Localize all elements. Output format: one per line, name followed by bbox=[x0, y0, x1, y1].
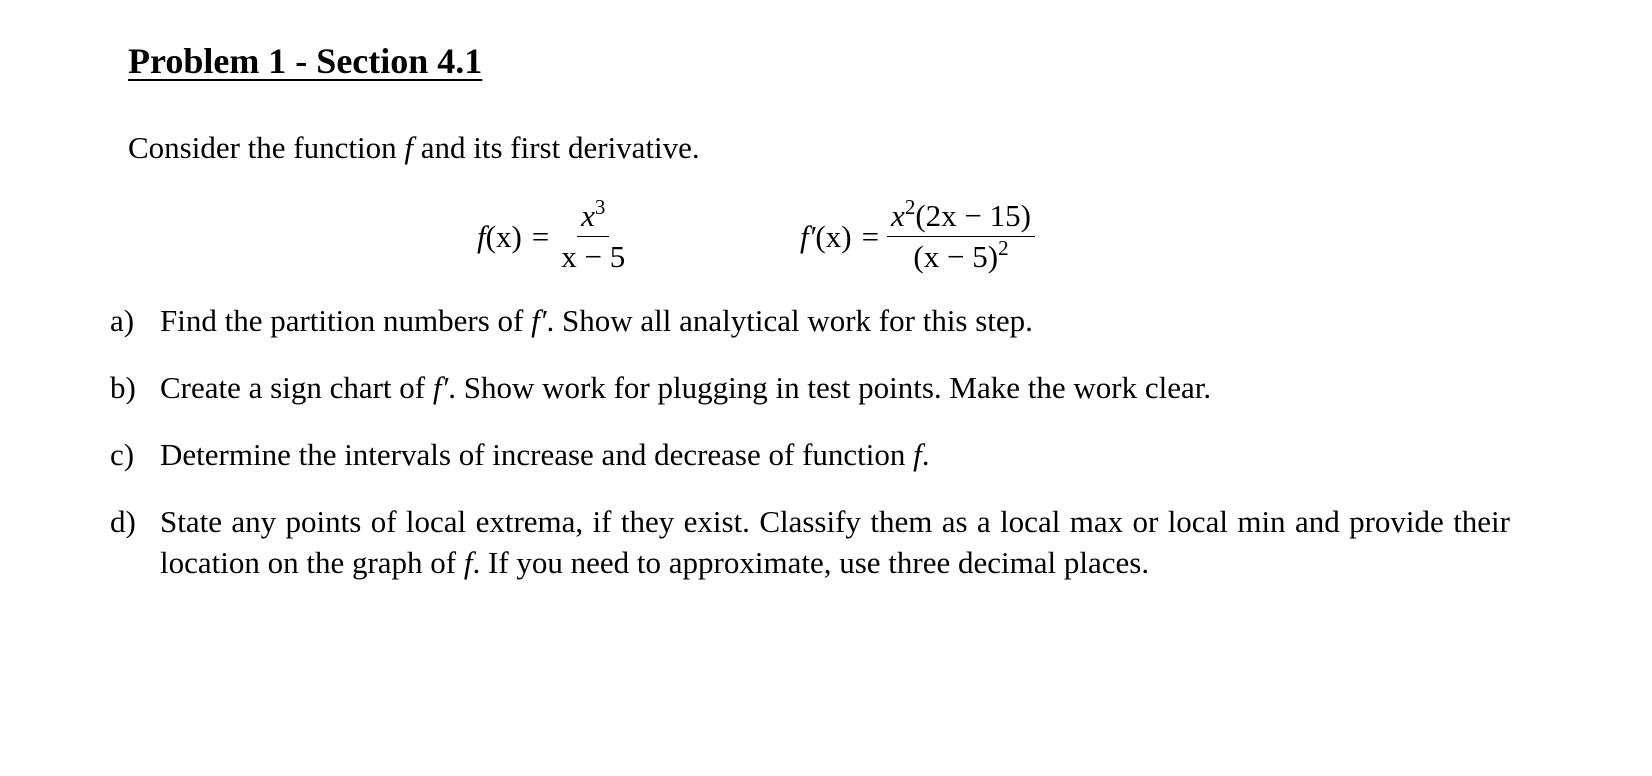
part-text-before: Create a sign chart of bbox=[160, 370, 433, 405]
numerator-base: x bbox=[581, 198, 595, 233]
part-label: d) bbox=[110, 504, 136, 539]
problem-title: Problem 1 - Section 4.1 bbox=[128, 41, 483, 81]
derivative-denominator bbox=[909, 237, 1012, 275]
part-text-before: Find the partition numbers of bbox=[160, 303, 532, 338]
part-label: a) bbox=[110, 303, 135, 338]
function-equation bbox=[477, 195, 629, 275]
problem-parts-list bbox=[110, 300, 1510, 609]
part-text bbox=[160, 367, 1510, 408]
function-fraction bbox=[557, 195, 629, 275]
part-text-after: . Show work for plugging in test points. Make the work clear. bbox=[448, 370, 1212, 405]
function-denominator: x − 5 bbox=[561, 239, 626, 274]
numerator-exponent: 3 bbox=[594, 195, 606, 219]
derivative-argument: (x) bbox=[815, 218, 852, 254]
numerator-factor: (2x − 15) bbox=[915, 198, 1031, 233]
derivative-lhs bbox=[800, 219, 852, 255]
numerator-exponent: 2 bbox=[904, 195, 916, 219]
equals-sign: = bbox=[531, 218, 550, 254]
part-label: c) bbox=[110, 437, 135, 472]
part-math-symbol: f bbox=[913, 437, 922, 472]
list-item bbox=[110, 434, 1510, 475]
part-text-after: . If you need to approximate, use three decimal places. bbox=[472, 545, 1150, 580]
denominator-base: (x − 5) bbox=[913, 239, 999, 274]
list-item bbox=[110, 300, 1510, 341]
function-name: f bbox=[477, 218, 486, 254]
equals-sign: = bbox=[861, 218, 880, 254]
part-text bbox=[160, 300, 1510, 341]
denominator-exponent: 2 bbox=[998, 236, 1009, 260]
intro-sentence bbox=[128, 130, 700, 166]
intro-function-symbol: f bbox=[404, 130, 413, 165]
list-item bbox=[110, 367, 1510, 408]
derivative-name: f′ bbox=[800, 218, 816, 254]
function-numerator bbox=[577, 195, 609, 237]
part-text bbox=[160, 434, 1510, 475]
numerator-base: x bbox=[891, 198, 905, 233]
derivative-equation bbox=[800, 195, 1035, 275]
part-text-after: . bbox=[921, 437, 930, 472]
part-text-after: . Show all analytical work for this step. bbox=[546, 303, 1033, 338]
function-lhs bbox=[477, 219, 522, 255]
part-label: b) bbox=[110, 370, 136, 405]
part-text-before: State any points of local extrema, if they exist. Classify them as a local max or local min and provide their location on the graph of bbox=[160, 504, 1510, 580]
part-math-symbol: f′ bbox=[432, 370, 449, 405]
function-argument: (x) bbox=[485, 218, 522, 254]
derivative-fraction bbox=[887, 195, 1035, 275]
list-item bbox=[110, 501, 1510, 583]
derivative-numerator bbox=[887, 195, 1035, 237]
intro-text-after: and its first derivative. bbox=[413, 130, 700, 165]
part-math-symbol: f′ bbox=[531, 303, 547, 338]
part-text bbox=[160, 501, 1510, 583]
intro-text-before: Consider the function bbox=[128, 130, 405, 165]
part-math-symbol: f bbox=[463, 545, 473, 580]
part-text-before: Determine the intervals of increase and decrease of function bbox=[160, 437, 914, 472]
